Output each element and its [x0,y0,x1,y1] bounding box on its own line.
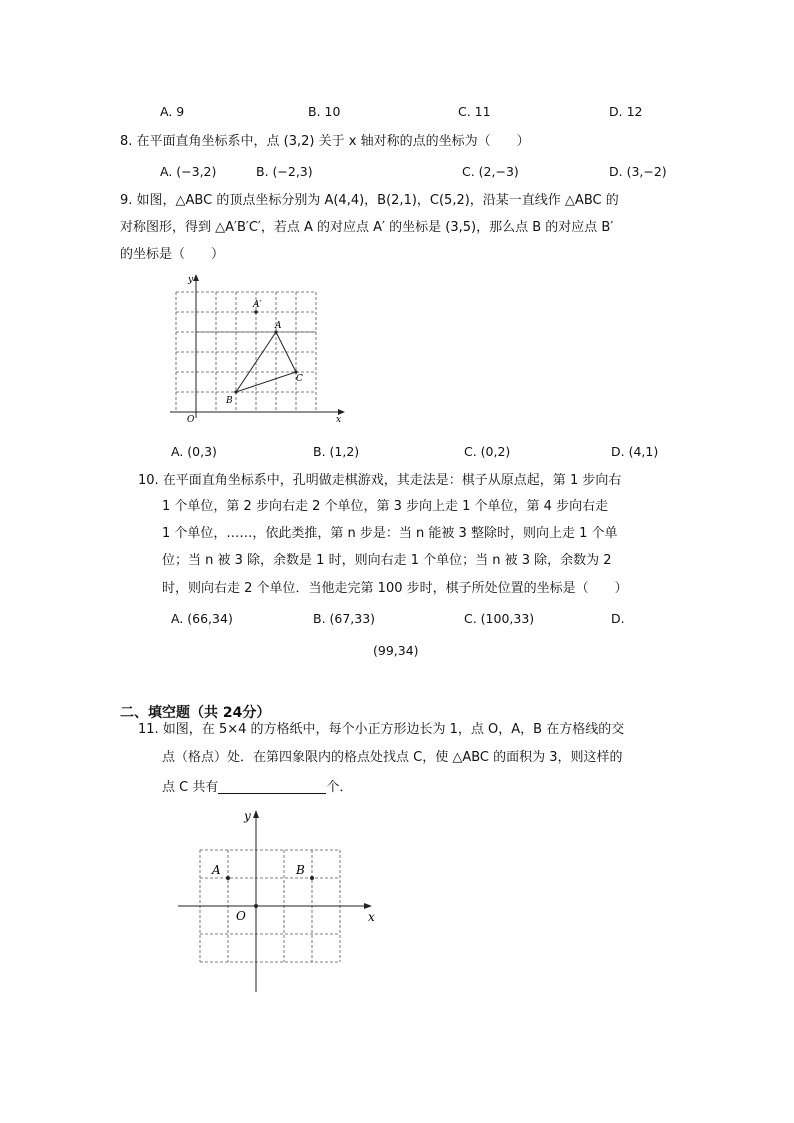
q9-c-label: C [296,374,303,384]
section-2-title: 二、填空题（共 24分） [120,705,271,721]
q10-line-4: 位；当 n 被 3 除，余数是 1 时，则向右走 1 个单位；当 n 被 3 除，余数为 2 [162,553,612,568]
q11-x-label: x [368,910,375,924]
q9-line-1: 9. 如图，△ABC 的顶点坐标分别为 A(4,4)，B(2,1)，C(5,2)，沿某一直线作 △ABC 的 [120,193,619,208]
q8-option-a: A. (−3,2) [160,164,217,179]
q9-b-label: B [226,396,233,406]
q9-line-3: 的坐标是（ ） [120,247,225,262]
q9-y-label: y [188,275,194,285]
q9-a-prime-label: A′ [253,300,262,310]
q10-option-a: A. (66,34) [171,611,233,626]
q8-option-c: C. (2,−3) [462,164,519,179]
q11-line-1: 11. 如图，在 5×4 的方格纸中，每个小正方形边长为 1，点 O，A，B 在方格线的交 [138,722,625,737]
q9-coordinate-figure [168,268,348,428]
q10-line-5: 时，则向右走 2 个单位．当他走完第 100 步时，棋子所处位置的坐标是（ ） [162,581,628,596]
q11-answer-blank[interactable] [218,779,326,794]
q9-option-c: C. (0,2) [464,444,511,459]
q11-a-label: A [212,863,221,877]
q8-stem: 8. 在平面直角坐标系中，点 (3,2) 关于 x 轴对称的点的坐标为（ ） [120,134,530,149]
q7-option-b: B. 10 [308,104,341,119]
q10-line-2: 1 个单位，第 2 步向右走 2 个单位，第 3 步向上走 1 个单位，第 4 步向右走 [162,499,609,514]
q7-option-c: C. 11 [458,104,491,119]
q11-grid-figure [172,800,382,1000]
q7-option-d: D. 12 [609,104,643,119]
q8-option-d: D. (3,−2) [609,164,667,179]
q9-a-label: A [275,321,282,331]
q11-origin-label: O [236,909,246,923]
q9-option-a: A. (0,3) [171,444,217,459]
q8-option-b: B. (−2,3) [256,164,313,179]
q10-line-1: 10. 在平面直角坐标系中，孔明做走棋游戏，其走法是：棋子从原点起，第 1 步向右 [138,473,622,488]
q10-line-3: 1 个单位，……，依此类推，第 n 步是：当 n 能被 3 整除时，则向上走 1 个单 [162,526,618,541]
q11-line-3 [162,779,352,794]
q11-b-label: B [296,863,305,877]
q10-option-c: C. (100,33) [464,611,535,626]
q9-origin-label: O [187,415,195,425]
q11-line-2: 点（格点）处．在第四象限内的格点处找点 C，使 △ABC 的面积为 3，则这样的 [162,750,623,765]
q9-option-b: B. (1,2) [313,444,360,459]
q9-x-label: x [336,415,342,425]
q10-option-d-value: (99,34) [373,643,419,658]
q9-line-2: 对称图形，得到 △A′B′C′，若点 A 的对应点 A′ 的坐标是 (3,5)，那么点 B 的对应点 B′ [120,220,614,235]
q10-option-d: D. [611,611,625,626]
q7-option-a: A. 9 [160,104,185,119]
q9-option-d: D. (4,1) [611,444,659,459]
q11-line-3-suffix: 个． [326,780,353,795]
q10-option-b: B. (67,33) [313,611,376,626]
q11-line-3-prefix: 点 C 共有 [162,780,219,795]
q11-y-label: y [244,809,251,823]
